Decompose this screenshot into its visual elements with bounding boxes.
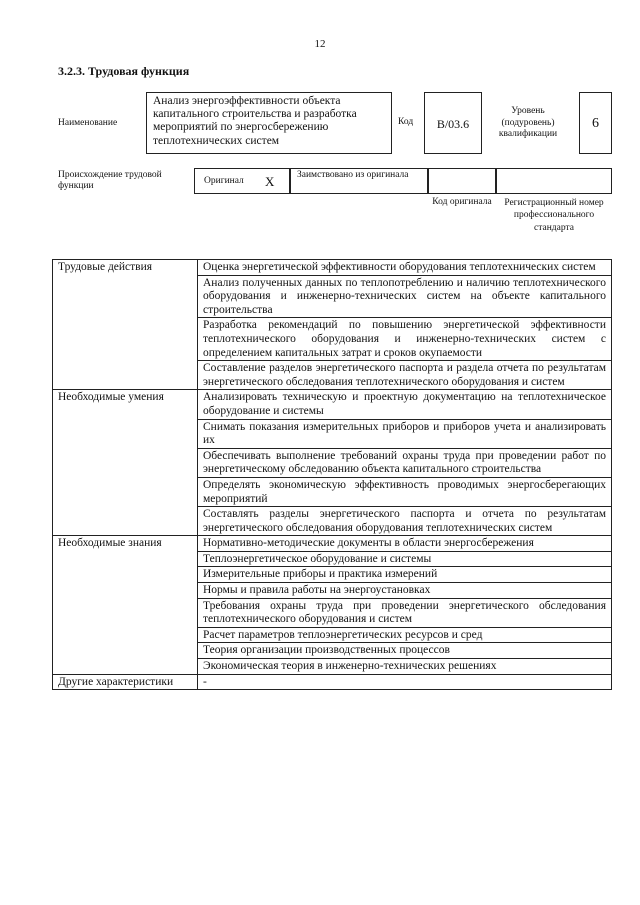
level-value: 6 (579, 92, 612, 154)
item-cell: Теория организации производственных процессов (198, 643, 612, 659)
page-number: 12 (314, 38, 326, 50)
origin-code-cell (428, 168, 496, 194)
table-row (53, 536, 612, 552)
item-cell: Нормативно-методические документы в области энергосбережения (198, 536, 612, 552)
code-value: В/03.6 (424, 92, 482, 154)
code-caption: Код оригинала (432, 197, 492, 207)
item-cell: Нормы и правила работы на энергоустановках (198, 583, 612, 599)
table-row (53, 674, 612, 690)
original-label: Оригинал (204, 176, 244, 186)
item-cell: Требования охраны труда при проведении энергетического обследования теплотехнического оборудования и систем (198, 598, 612, 627)
level-label: Уровень (подуровень) квалификации (498, 106, 558, 139)
origin-original-cell (194, 168, 290, 194)
origin-borrowed-cell: Заимствовано из оригинала (290, 168, 428, 194)
item-cell: Обеспечивать выполнение требований охраны труда при проведении работ по энергетическому обследованию объекта капитального строительства (198, 448, 612, 477)
function-table (52, 259, 612, 690)
origin-label: Происхождение трудовой функции (58, 170, 162, 191)
category-cell: Другие характеристики (53, 674, 198, 690)
item-cell: - (198, 674, 612, 690)
category-cell: Трудовые действия (53, 260, 198, 390)
item-cell: Снимать показания измерительных приборов и приборов учета и анализировать их (198, 419, 612, 448)
function-table-body (53, 260, 612, 690)
item-cell: Теплоэнергетическое оборудование и системы (198, 551, 612, 567)
category-cell: Необходимые умения (53, 390, 198, 536)
name-label: Наименование (58, 118, 118, 128)
table-row (53, 260, 612, 276)
origin-reg-cell (496, 168, 612, 194)
code-label: Код (398, 117, 414, 127)
item-cell: Анализировать техническую и проектную документацию на теплотехническое оборудование и системы (198, 390, 612, 419)
item-cell: Измерительные приборы и практика измерений (198, 567, 612, 583)
original-mark: X (265, 174, 275, 189)
item-cell: Составление разделов энергетического паспорта и раздела отчета по результатам энергетического обследования теплотехнического оборудования и систем (198, 361, 612, 390)
reg-caption: Регистрационный номер профессионального стандарта (504, 198, 604, 233)
item-cell: Определять экономическую эффективность проводимых энергосберегающих мероприятий (198, 477, 612, 506)
category-cell: Необходимые знания (53, 536, 198, 674)
item-cell: Оценка энергетической эффективности оборудования теплотехнических систем (198, 260, 612, 276)
item-cell: Анализ полученных данных по теплопотреблению и наличию теплотехнического оборудования и инженерно-технических систем на объекте капитального строительства (198, 275, 612, 318)
table-row (53, 390, 612, 419)
item-cell: Составлять разделы энергетического паспорта и отчета по результатам энергетического обследования оборудования теплотехнических систем (198, 507, 612, 536)
item-cell: Экономическая теория в инженерно-технических решениях (198, 659, 612, 675)
item-cell: Разработка рекомендаций по повышению энергетической эффективности теплотехнического оборудования и инженерно-технических систем с определением капитальных затрат и сроков окупаемости (198, 318, 612, 361)
item-cell: Расчет параметров теплоэнергетических ресурсов и сред (198, 627, 612, 643)
function-name: Анализ энергоэффективности объекта капитального строительства и разработка мероприятий по энергосбережению теплотехнических систем (146, 92, 392, 154)
section-title: 3.2.3. Трудовая функция (58, 64, 190, 78)
